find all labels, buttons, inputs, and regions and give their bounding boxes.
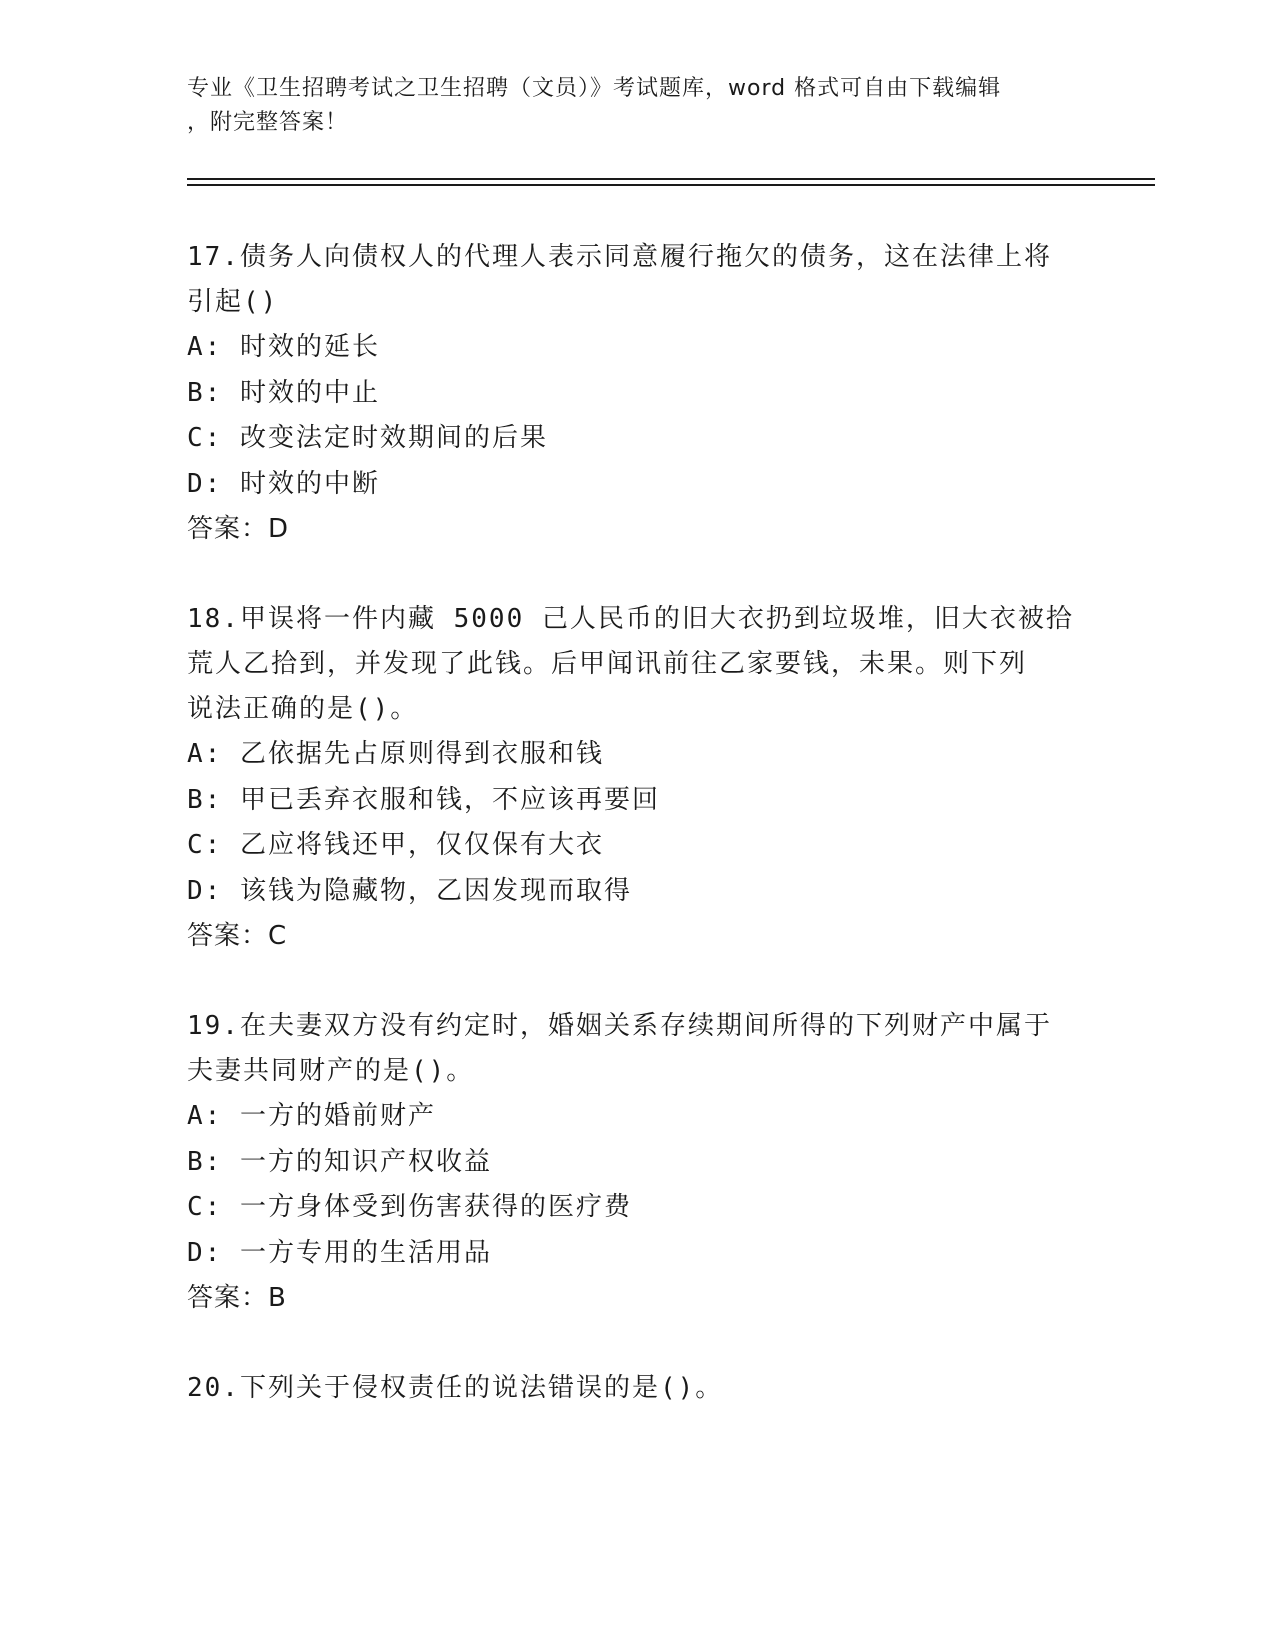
question-stem: 说法正确的是()。 <box>187 694 419 724</box>
question-20 <box>187 1366 1087 1411</box>
header-line-1: 专业《卫生招聘考试之卫生招聘（文员）》考试题库，word 格式可自由下载编辑 <box>187 76 1002 101</box>
option-c: C: 乙应将钱还甲，仅仅保有大衣 <box>187 830 604 860</box>
question-stem: 17.债务人向债权人的代理人表示同意履行拖欠的债务，这在法律上将 <box>187 242 1052 272</box>
option-b: B: 一方的知识产权收益 <box>187 1146 492 1177</box>
answer: 答案：B <box>187 1283 287 1313</box>
option-b: B: 时效的中止 <box>187 377 380 408</box>
question-18 <box>187 597 1087 959</box>
option-a: A: 一方的婚前财产 <box>187 1101 436 1131</box>
header-divider-bottom <box>187 184 1155 186</box>
question-list <box>187 235 1087 1456</box>
question-17 <box>187 235 1087 552</box>
question-stem: 荒人乙拾到，并发现了此钱。后甲闻讯前往乙家要钱，未果。则下列 <box>187 649 1028 679</box>
option-d: D: 该钱为隐藏物，乙因发现而取得 <box>187 875 632 906</box>
option-c: C: 一方身体受到伤害获得的医疗费 <box>187 1192 632 1222</box>
option-b: B: 甲已丢弃衣服和钱，不应该再要回 <box>187 784 660 815</box>
answer: 答案：D <box>187 514 290 544</box>
option-a: A: 乙依据先占原则得到衣服和钱 <box>187 739 604 769</box>
question-stem: 18.甲误将一件内藏 5000 己人民币的旧大衣扔到垃圾堆，旧大衣被拾 <box>187 604 1074 634</box>
question-19 <box>187 1004 1087 1321</box>
question-stem: 夫妻共同财产的是()。 <box>187 1056 475 1086</box>
question-stem: 19.在夫妻双方没有约定时，婚姻关系存续期间所得的下列财产中属于 <box>187 1011 1052 1041</box>
document-header <box>187 72 1077 140</box>
question-stem: 20.下列关于侵权责任的说法错误的是()。 <box>187 1373 724 1403</box>
header-line-2: ，附完整答案！ <box>187 110 349 135</box>
option-c: C: 改变法定时效期间的后果 <box>187 423 548 453</box>
option-d: D: 时效的中断 <box>187 468 380 499</box>
question-stem: 引起() <box>187 287 279 317</box>
answer: 答案：C <box>187 921 288 951</box>
option-a: A: 时效的延长 <box>187 332 380 362</box>
header-divider-top <box>187 178 1155 180</box>
option-d: D: 一方专用的生活用品 <box>187 1237 492 1268</box>
